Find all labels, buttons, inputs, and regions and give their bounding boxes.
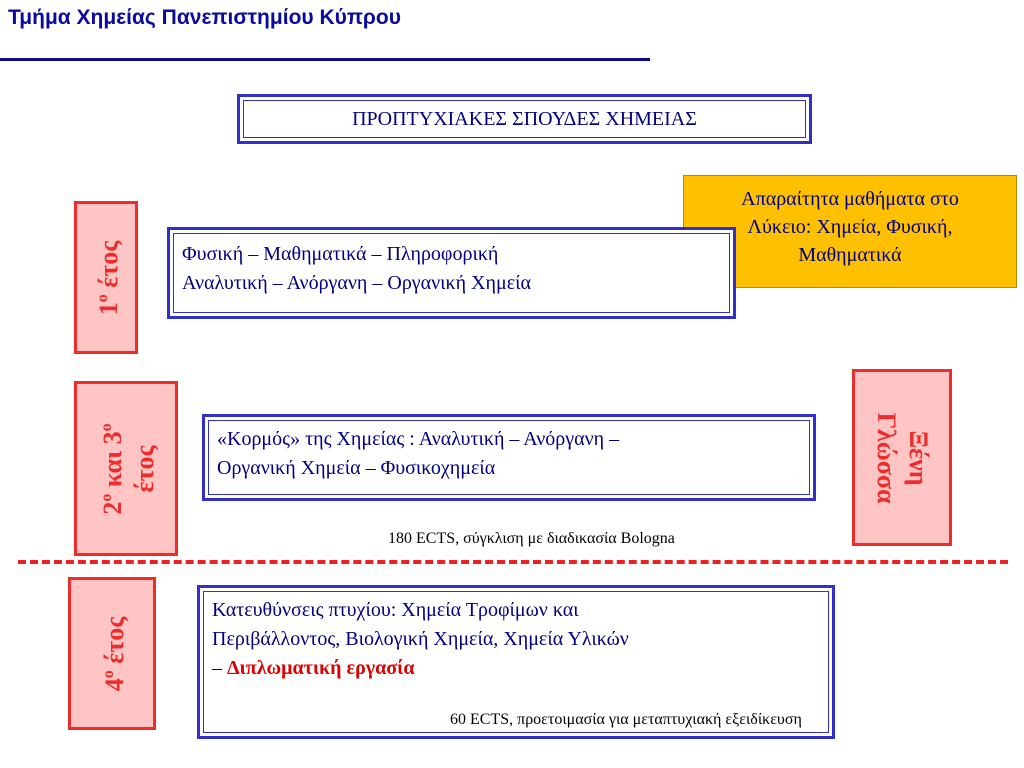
year-4-label-box <box>68 577 156 730</box>
year-2-3-courses-text <box>217 425 619 483</box>
year-1-courses-text <box>182 240 531 298</box>
year-2-3-label-line-1 <box>91 423 129 514</box>
year-4-courses-text <box>212 596 629 683</box>
page-title: Τμήμα Χημείας Πανεπιστημίου Κύπρου <box>8 6 401 29</box>
dashed-divider <box>18 560 1008 564</box>
year-2-3-courses-line-1: «Κορμός» της Χημείας : Αναλυτική – Ανόργανη – <box>217 428 620 450</box>
foreign-language-line-1: Ξένη <box>904 429 933 486</box>
year-1-ordinal: ο <box>94 293 112 302</box>
main-title: ΠΡΟΠΤΥΧΙΑΚΕΣ ΣΠΟΥΔΕΣ ΧΗΜΕΙΑΣ <box>352 108 697 130</box>
year-4-dash: – <box>212 657 227 679</box>
requirements-line-3: Μαθηματικά <box>798 244 902 266</box>
year-4-ordinal: ο <box>100 669 118 678</box>
thesis-label: Διπλωματική εργασία <box>227 657 415 679</box>
ects-60-note: 60 ECTS, προετοιμασία για μεταπτυχιακή εξειδίκευση <box>450 711 802 728</box>
year-1-number: 1 <box>93 301 123 315</box>
foreign-language-box <box>852 369 952 546</box>
year-4-courses-line-2: Περιβάλλοντος, Βιολογική Χημεία, Χημεία Υλικών <box>212 628 629 650</box>
year-4-label <box>93 616 131 691</box>
year-2-3-label <box>91 423 161 514</box>
year-1-courses-line-1: Φυσική – Μαθηματικά – Πληροφορική <box>182 243 499 265</box>
foreign-language-label <box>870 412 934 503</box>
ects-180-note: 180 ECTS, σύγκλιση με διαδικασία Bologna <box>388 530 675 547</box>
foreign-language-line-2: Γλώσσα <box>872 411 901 504</box>
year-2-ordinal: ο <box>98 493 116 502</box>
year-3-ordinal: ο <box>98 422 116 431</box>
year-1-label-box <box>74 201 138 354</box>
year-2-3-conjunction: και 3 <box>97 430 127 494</box>
year-1-courses-line-2: Αναλυτική – Ανόργανη – Οργανική Χημεία <box>182 272 531 294</box>
year-4-number: 4 <box>99 677 129 691</box>
year-1-courses-box <box>167 227 736 319</box>
main-title-box <box>237 94 812 144</box>
year-1-word: έτος <box>93 240 123 294</box>
year-2-3-courses-line-2: Οργανική Χημεία – Φυσικοχημεία <box>217 457 496 479</box>
year-2-3-label-line-2: έτος <box>129 444 159 493</box>
header-divider <box>0 58 650 61</box>
year-1-label <box>87 240 125 315</box>
year-4-courses-line-3 <box>212 654 629 683</box>
year-2-3-label-box <box>74 381 178 556</box>
requirements-line-2: Λύκειο: Χημεία, Φυσική, <box>747 216 953 238</box>
year-4-word: έτος <box>99 616 129 670</box>
year-2-3-courses-box <box>202 414 816 501</box>
requirements-line-1: Απαραίτητα μαθήματα στο <box>741 188 959 210</box>
year-2-number: 2 <box>97 501 127 515</box>
year-4-courses-line-1: Κατευθύνσεις πτυχίου: Χημεία Τροφίμων και <box>212 599 579 621</box>
